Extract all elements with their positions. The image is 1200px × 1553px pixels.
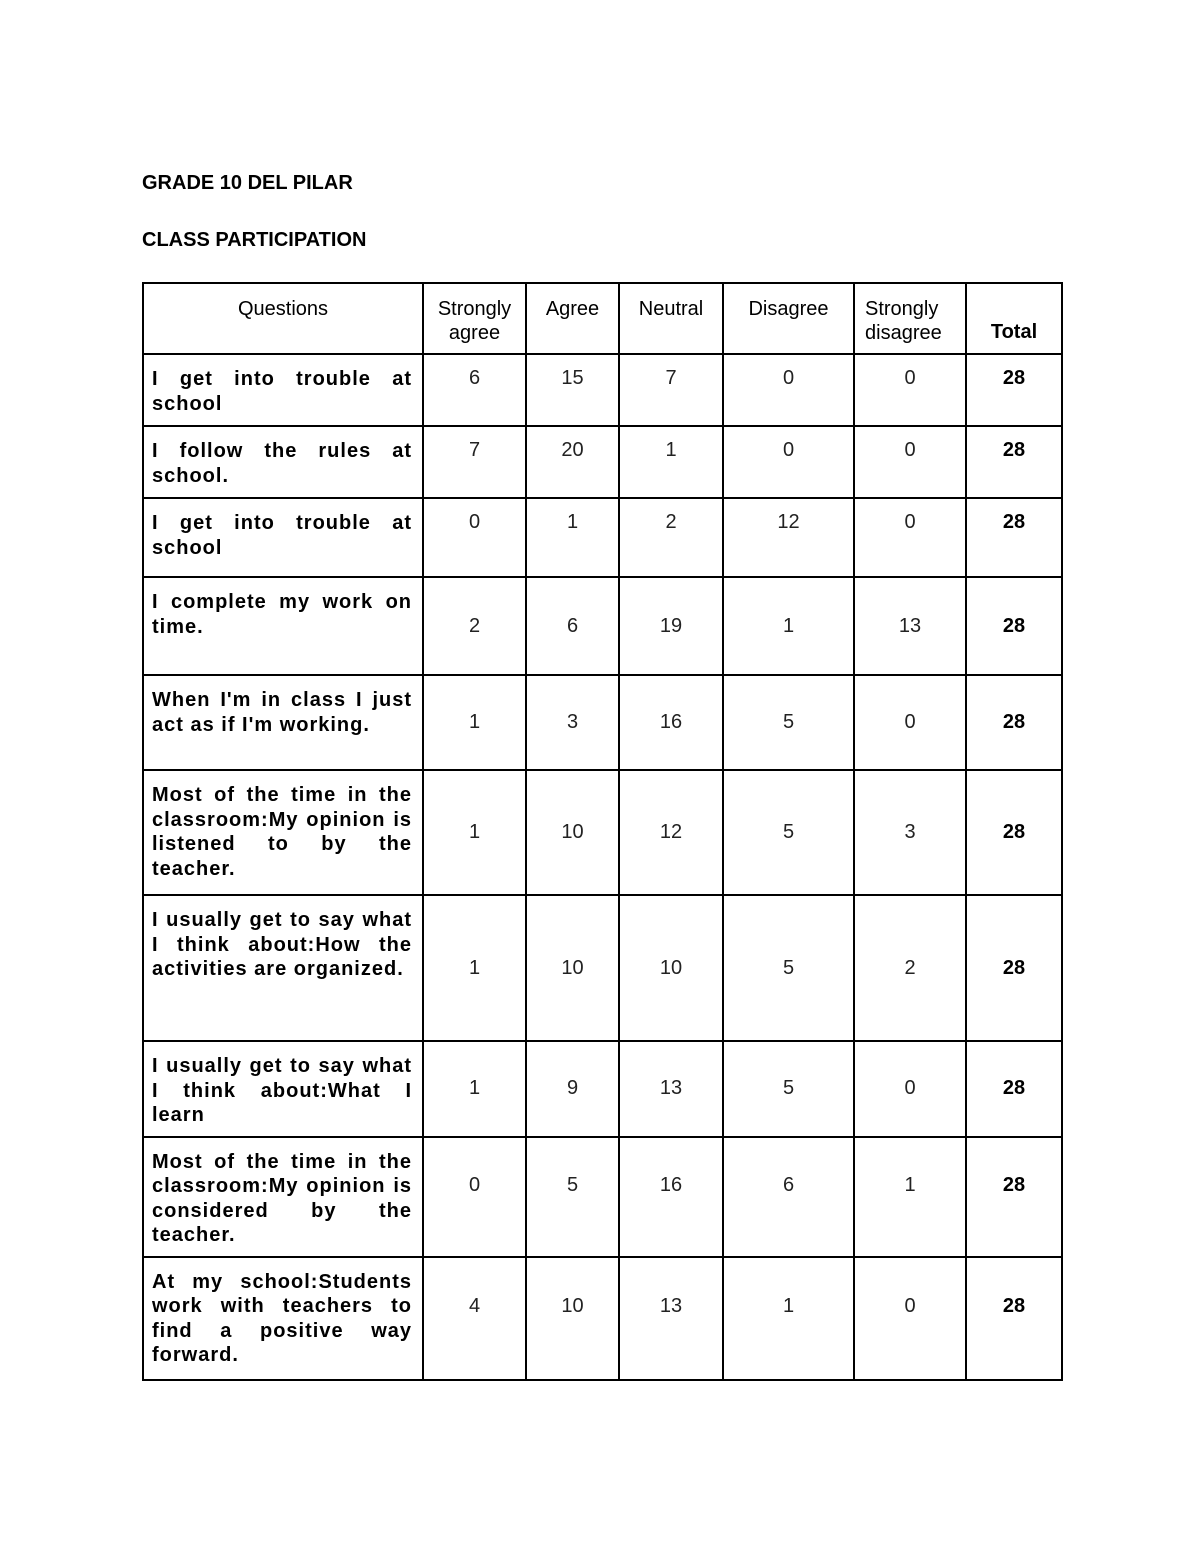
strongly-disagree-cell: 3 [854,770,966,895]
table-row [143,675,1062,770]
neutral-cell: 13 [619,1041,723,1137]
total-cell: 28 [966,770,1062,895]
agree-cell: 15 [526,354,619,426]
strongly-agree-cell: 6 [423,354,526,426]
neutral-cell: 12 [619,770,723,895]
total-cell: 28 [966,895,1062,1041]
header-neutral: Neutral [619,283,723,354]
strongly-disagree-cell: 0 [854,1041,966,1137]
question-cell: I complete my work on time. [143,577,423,675]
page-title: GRADE 10 DEL PILAR [142,172,353,194]
header-strongly-agree-line2: agree [448,322,501,344]
question-cell: Most of the time in the classroom:My opinion is listened to by the teacher. [143,770,423,895]
disagree-cell: 5 [723,770,854,895]
header-strongly-agree-line1: Strongly [437,298,512,320]
total-cell: 28 [966,577,1062,675]
header-total: Total [966,283,1062,354]
strongly-disagree-cell: 0 [854,498,966,577]
question-cell: When I'm in class I just act as if I'm working. [143,675,423,770]
neutral-cell: 10 [619,895,723,1041]
strongly-agree-cell: 2 [423,577,526,675]
neutral-cell: 2 [619,498,723,577]
neutral-cell: 19 [619,577,723,675]
neutral-cell: 7 [619,354,723,426]
neutral-cell: 16 [619,1137,723,1257]
total-cell: 28 [966,498,1062,577]
table-row [143,770,1062,895]
table-row [143,1257,1062,1380]
question-cell: I get into trouble at school [143,354,423,426]
total-cell: 28 [966,675,1062,770]
strongly-agree-cell: 0 [423,1137,526,1257]
table-row [143,1137,1062,1257]
header-strongly-disagree-line2: disagree [865,322,942,344]
table-row [143,577,1062,675]
question-cell: I usually get to say what I think about:What I learn [143,1041,423,1137]
agree-cell: 9 [526,1041,619,1137]
neutral-cell: 13 [619,1257,723,1380]
strongly-agree-cell: 0 [423,498,526,577]
header-agree: Agree [526,283,619,354]
neutral-cell: 1 [619,426,723,498]
total-cell: 28 [966,426,1062,498]
total-cell: 28 [966,354,1062,426]
agree-cell: 3 [526,675,619,770]
total-cell: 28 [966,1137,1062,1257]
table-row [143,1041,1062,1137]
disagree-cell: 5 [723,895,854,1041]
strongly-disagree-cell: 0 [854,675,966,770]
header-row [143,283,1062,354]
agree-cell: 1 [526,498,619,577]
strongly-disagree-cell: 0 [854,426,966,498]
strongly-agree-cell: 4 [423,1257,526,1380]
question-cell: At my school:Students work with teachers to find a positive way forward. [143,1257,423,1380]
agree-cell: 10 [526,895,619,1041]
disagree-cell: 6 [723,1137,854,1257]
disagree-cell: 0 [723,426,854,498]
total-cell: 28 [966,1257,1062,1380]
agree-cell: 5 [526,1137,619,1257]
table-row [143,354,1062,426]
disagree-cell: 1 [723,1257,854,1380]
header-strongly-disagree [854,283,966,354]
strongly-disagree-cell: 0 [854,354,966,426]
header-strongly-disagree-line1: Strongly [865,298,939,320]
header-disagree: Disagree [723,283,854,354]
question-cell: I get into trouble at school [143,498,423,577]
strongly-agree-cell: 1 [423,895,526,1041]
header-questions: Questions [143,283,423,354]
disagree-cell: 5 [723,1041,854,1137]
strongly-disagree-cell: 2 [854,895,966,1041]
disagree-cell: 12 [723,498,854,577]
total-cell: 28 [966,1041,1062,1137]
question-cell: Most of the time in the classroom:My opinion is considered by the teacher. [143,1137,423,1257]
disagree-cell: 1 [723,577,854,675]
strongly-disagree-cell: 0 [854,1257,966,1380]
question-cell: I usually get to say what I think about:How the activities are organized. [143,895,423,1041]
strongly-disagree-cell: 1 [854,1137,966,1257]
strongly-agree-cell: 1 [423,770,526,895]
agree-cell: 6 [526,577,619,675]
table-row [143,426,1062,498]
agree-cell: 10 [526,770,619,895]
strongly-disagree-cell: 13 [854,577,966,675]
disagree-cell: 5 [723,675,854,770]
strongly-agree-cell: 7 [423,426,526,498]
survey-table [142,282,1063,1381]
neutral-cell: 16 [619,675,723,770]
section-title: CLASS PARTICIPATION [142,229,367,251]
strongly-agree-cell: 1 [423,1041,526,1137]
table-row [143,895,1062,1041]
disagree-cell: 0 [723,354,854,426]
agree-cell: 10 [526,1257,619,1380]
table-row [143,498,1062,577]
question-cell: I follow the rules at school. [143,426,423,498]
header-strongly-agree [423,283,526,354]
strongly-agree-cell: 1 [423,675,526,770]
agree-cell: 20 [526,426,619,498]
